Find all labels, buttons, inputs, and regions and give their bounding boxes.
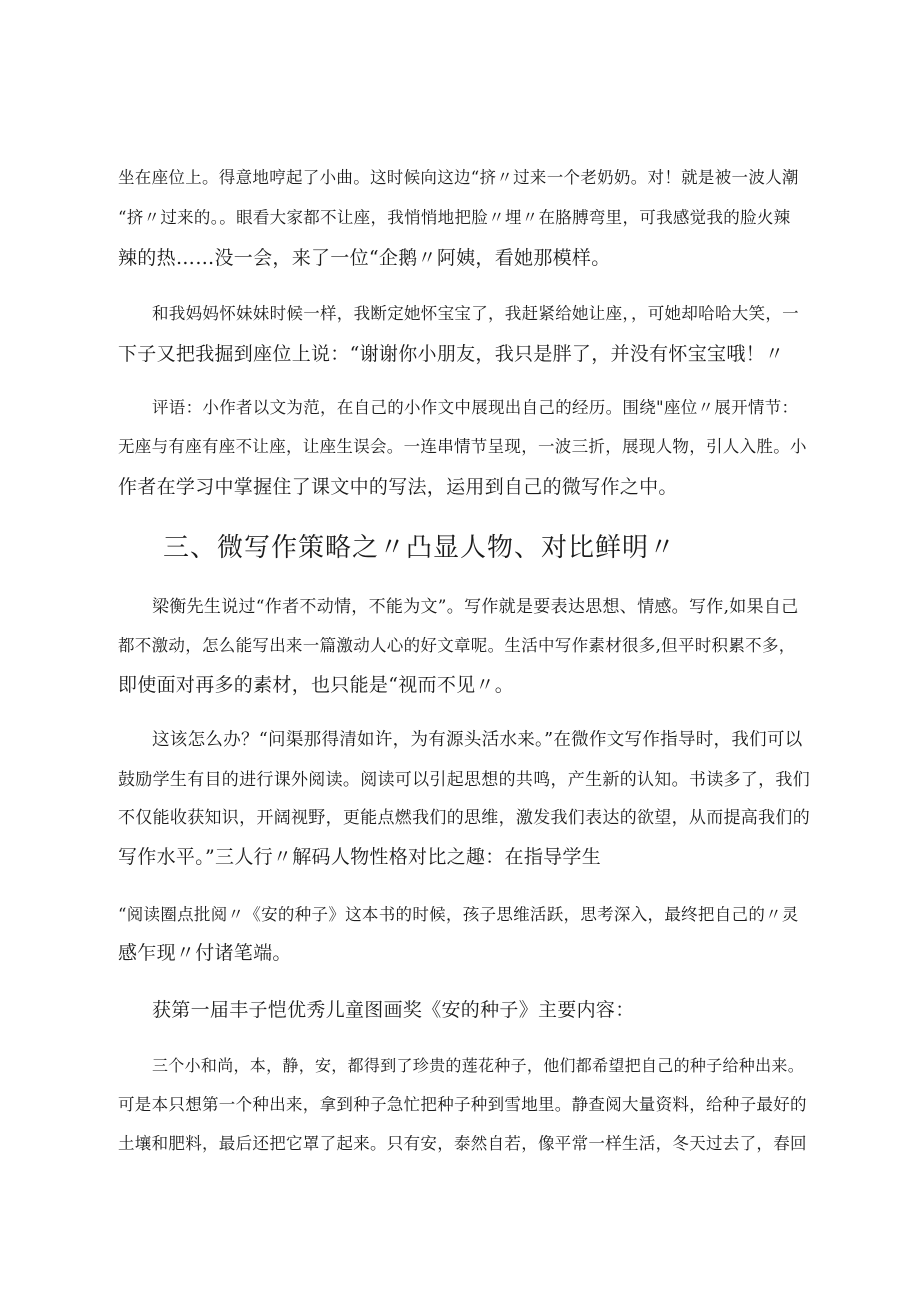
paragraph-5-line-1: 这该怎么办？“问渠那得清如许，为有源头活水来。”在微作文写作指导时，我们可以 <box>152 730 803 750</box>
paragraph-5-line-4: 写作水平。”三人行〃解码人物性格对比之趣：在指导学生 <box>118 846 602 868</box>
paragraph-8-line-3: 土壤和肥料，最后还把它罩了起来。只有安，泰然自若，像平常一样生活，冬天过去了，春回 <box>118 1134 807 1153</box>
paragraph-1-line-3: 辣的热……没一会，来了一位“企鹅〃阿姨，看她那模样。 <box>118 247 611 269</box>
paragraph-6-line-1: “阅读圈点批阅〃《安的种子》这本书的时候，孩子思维活跃，思考深入，最终把自己的〃灵 <box>118 905 799 924</box>
paragraph-1-line-1: 坐在座位上。得意地哼起了小曲。这时候向这边“挤〃过来一个老奶奶。对！就是被一波人潮 <box>118 168 799 187</box>
paragraph-2-line-2: 下子又把我掘到座位上说：“谢谢你小朋友，我只是胖了，并没有怀宝宝哦！〃 <box>118 343 785 365</box>
paragraph-3-line-2: 无座与有座有座不让座，让座生误会。一连串情节呈现，一波三折，展现人物，引人入胜。小 <box>118 437 807 456</box>
paragraph-3-line-3: 作者在学习中掌握住了课文中的写法，运用到自己的微写作之中。 <box>118 476 678 498</box>
paragraph-2-line-1: 和我妈妈怀妹妹时候一样，我断定她怀宝宝了，我赶紧给她让座，，可她却哈哈大笑，一 <box>152 304 799 323</box>
paragraph-1-line-2: “挤〃过来的。。眼看大家都不让座，我悄悄地把脸〃埋〃在胳膊弯里，可我感觉我的脸火辣 <box>118 208 791 227</box>
paragraph-8-line-2: 可是本只想第一个种出来，拿到种子急忙把种子种到雪地里。静查阅大量资料，给种子最好的 <box>118 1095 807 1114</box>
paragraph-4-line-1: 梁衡先生说过“作者不动情，不能为文”。写作就是要表达思想、情感。写作,如果自己 <box>152 597 799 617</box>
paragraph-3-line-1: 评语：小作者以文为范，在自己的小作文中展现出自己的经历。围绕"座位〃展开情节： <box>152 398 799 417</box>
paragraph-5-line-2: 鼓励学生有目的进行课外阅读。阅读可以引起思想的共鸣，产生新的认知。书读多了，我们 <box>118 770 810 790</box>
paragraph-7-line-1: 获第一届丰子恺优秀儿童图画奖《安的种子》主要内容： <box>152 999 635 1021</box>
paragraph-4-line-2: 都不激动，怎么能写出来一篇激动人心的好文章呢。生活中写作素材很多,但平时积累不多， <box>118 636 796 655</box>
paragraph-4-line-3: 即使面对再多的素材，也只能是“视而不见〃。 <box>118 674 515 696</box>
paragraph-6-line-2: 感乍现〃付诸笔端。 <box>118 942 292 964</box>
section-heading: 三、微写作策略之〃凸显人物、对比鲜明〃 <box>163 533 677 563</box>
paragraph-8-line-1: 三个小和尚，本，静，安，都得到了珍贵的莲花种子，他们都希望把自己的种子给种出来。 <box>152 1056 805 1075</box>
paragraph-5-line-3: 不仅能收获知识，开阔视野，更能点燃我们的思维，激发我们表达的欲望，从而提高我们的 <box>118 808 810 828</box>
